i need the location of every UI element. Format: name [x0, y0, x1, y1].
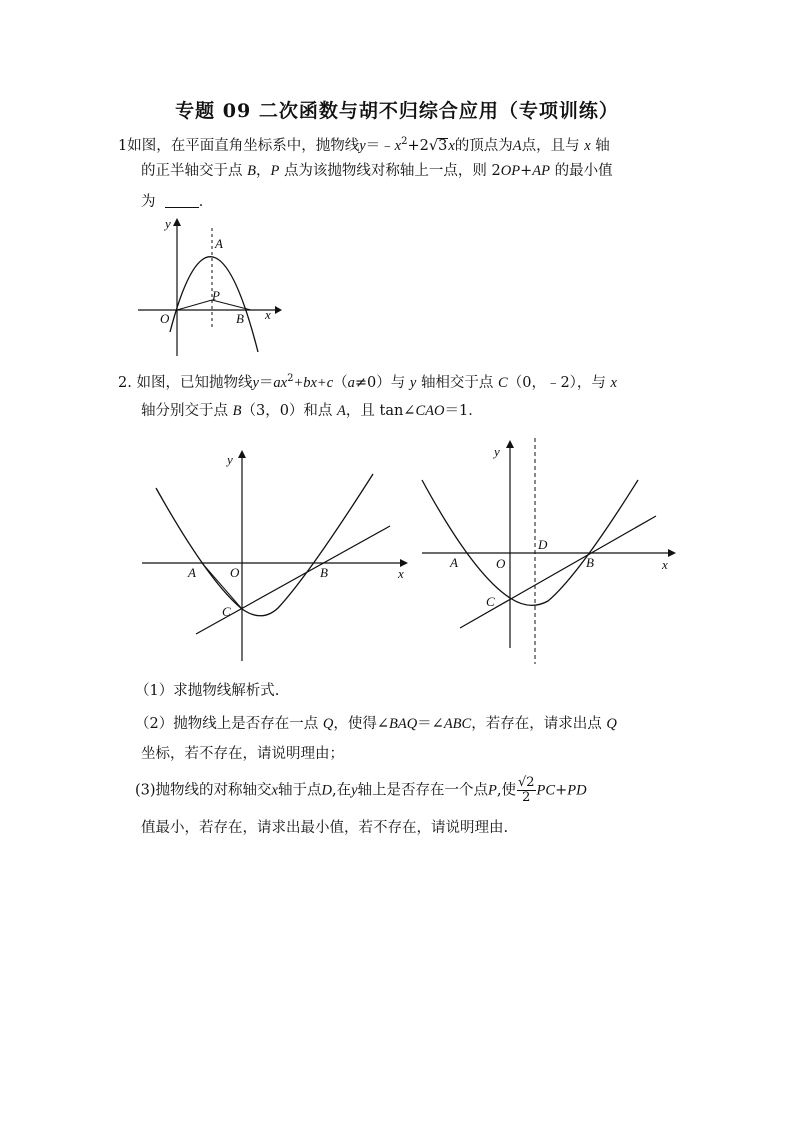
fig2-x-arrow — [668, 549, 676, 557]
q1-label-A: A — [215, 236, 223, 251]
q1-label-y: y — [165, 216, 171, 231]
q2-sub3-line2: 值最小，若存在，请求出最小值，若不存在，请说明理由. — [141, 820, 509, 836]
q1-line2: 的正半轴交于点 B，P 点为该抛物线对称轴上一点，则 2OP+AP 的最小值 — [141, 163, 613, 179]
q2-number: 2. — [118, 374, 132, 391]
q1-segment-OP — [177, 300, 212, 310]
q2-sub2-line1: （2）抛物线上是否存在一点 Q，使得∠BAQ＝∠ABC，若存在，请求出点 Q — [135, 716, 617, 732]
fig1-parabola — [156, 474, 373, 616]
q1-figure — [130, 212, 290, 360]
q1-parabola — [170, 257, 258, 352]
fig1-label-O: O — [230, 565, 240, 580]
q1-line3: 为 ． — [141, 194, 214, 210]
fig1-label-x: x — [398, 566, 404, 581]
fig2-label-A: A — [450, 555, 458, 570]
fig2-label-B: B — [586, 555, 594, 570]
fig2-label-O: O — [496, 556, 506, 571]
q1-label-O: O — [160, 311, 170, 326]
q1-line1: 1如图，在平面直角坐标系中，抛物线$y=﹣x^2+2√3x$的顶点为A点，且与 x 轴 — [118, 136, 610, 154]
fig1-y-arrow — [238, 450, 246, 458]
q2-sub3-line1: (3)抛物线的对称轴交x轴于点D,在y轴上是否存在一个点P,使 $\frac{√2}{2}$ PC+PD — [135, 775, 587, 805]
fig1-label-A: A — [188, 565, 196, 580]
q1-number: 1 — [118, 137, 128, 154]
q2-line1: 2. 如图，已知抛物线$y=ax^2+bx+c(a\ne 0)$与 y 轴相交于点 C（0，﹣2），与 x — [118, 373, 617, 391]
page-title: 专题 09 二次函数与胡不归综合应用（专项训练） — [175, 100, 619, 122]
fig2-label-y: y — [494, 444, 500, 459]
q2-sub1: （1）求抛物线解析式. — [135, 683, 280, 699]
fig2-label-C: C — [486, 594, 495, 609]
answer-blank — [165, 193, 199, 208]
fig2-label-x: x — [662, 557, 668, 572]
q2-line2: 轴分别交于点 B（3，0）和点 A，且 tan∠CAO＝1． — [141, 403, 483, 419]
q1-label-x: x — [265, 307, 271, 322]
q1-y-arrow — [173, 218, 181, 226]
q2-figure-2 — [418, 436, 686, 666]
fig2-parabola — [422, 480, 638, 605]
q1-x-arrow — [275, 306, 282, 314]
fig2-label-D: D — [538, 537, 548, 552]
fig1-label-B: B — [320, 565, 328, 580]
q2-sub2-line2: 坐标，若不存在，请说明理由； — [141, 746, 344, 762]
q1-label-B: B — [236, 311, 244, 326]
fig1-label-C: C — [222, 604, 231, 619]
fig2-y-arrow — [506, 440, 514, 448]
fig1-label-y: y — [227, 452, 233, 467]
fig2-line-BC — [460, 516, 656, 628]
q1-label-P: P — [212, 288, 220, 303]
fraction-sqrt2-over-2: $\frac{√2}{2}$ — [517, 775, 535, 805]
q2-figure-1 — [138, 446, 418, 666]
